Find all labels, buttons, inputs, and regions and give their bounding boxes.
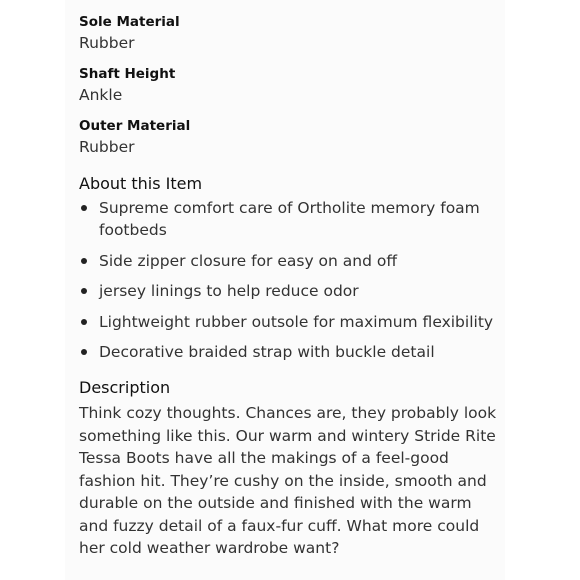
list-item-text: Supreme comfort care of Ortholite memory foam footbeds (99, 199, 480, 239)
spec-outer-material (79, 116, 509, 159)
list-item-text: jersey linings to help reduce odor (99, 282, 359, 300)
bullet-icon (81, 288, 87, 294)
list-item (79, 341, 509, 363)
spec-value: Rubber (79, 34, 135, 52)
list-item-text: Decorative braided strap with buckle detail (99, 343, 435, 361)
spec-label: Outer Material (79, 118, 191, 134)
list-item (79, 280, 509, 302)
bullet-icon (81, 205, 87, 211)
bullet-icon (81, 349, 87, 355)
product-details (79, 12, 509, 560)
list-item-text: Lightweight rubber outsole for maximum flexibility (99, 312, 494, 331)
bullet-icon (81, 319, 87, 325)
about-section-title: About this Item (79, 174, 203, 193)
spec-label: Sole Material (79, 14, 180, 30)
spec-label: Shaft Height (79, 66, 176, 82)
list-item (79, 311, 509, 333)
description-section-title: Description (79, 378, 171, 397)
spec-value: Rubber (79, 138, 135, 156)
bullet-icon (81, 258, 87, 264)
list-item-text: Side zipper closure for easy on and off (99, 251, 398, 270)
spec-shaft-height (79, 64, 509, 107)
about-bullet-list (79, 197, 509, 363)
spec-sole-material (79, 12, 509, 55)
list-item (79, 197, 509, 241)
spec-value: Ankle (79, 86, 123, 104)
list-item (79, 250, 509, 272)
description-text: Think cozy thoughts. Chances are, they probably look something like this. Our warm and wintery Stride Rite Tessa Boots have all the makings of a feel-good fashion hit. They’re cushy on the inside, smooth and durable on the outside and finished with the warm and fuzzy detail of a faux-fur cuff. What more could her cold weather wardrobe want? (79, 404, 497, 557)
